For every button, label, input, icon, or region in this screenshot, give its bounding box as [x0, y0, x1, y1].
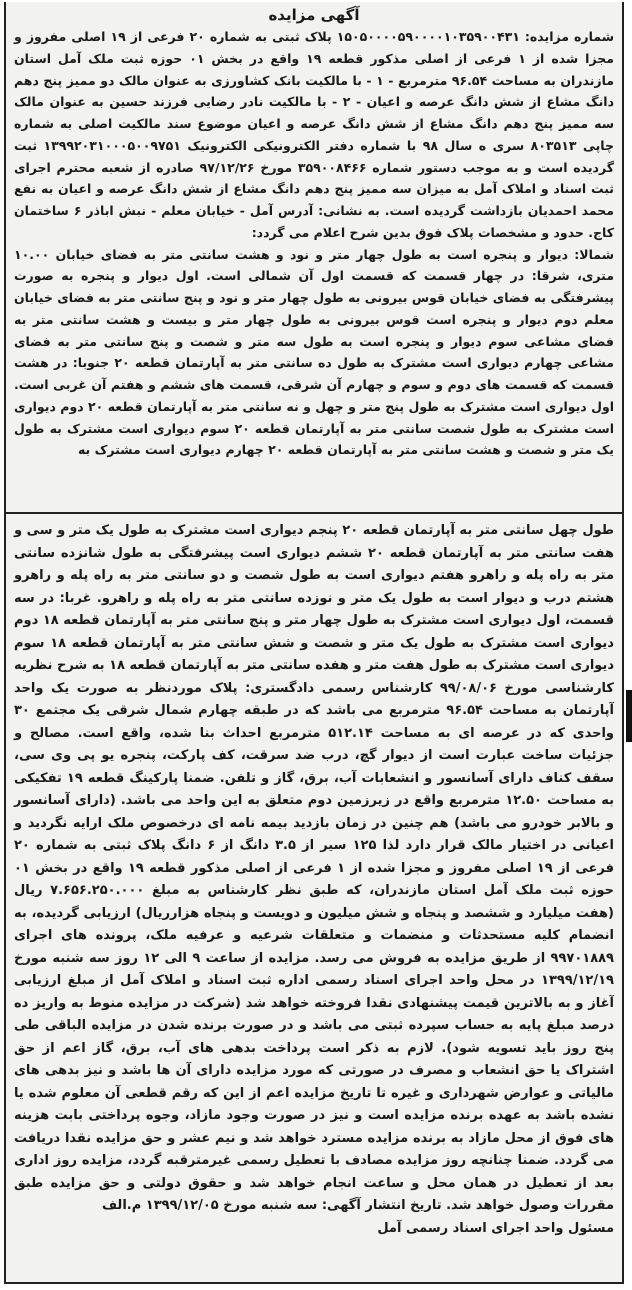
auction-notice	[4, 2, 624, 1284]
notice-borders-paragraph: شمالا: دیوار و پنجره است به طول چهار متر و نود و هشت سانتی متر به فضای خیابان ۱۰.۰۰ متری، شرقا: در چهار قسمت که قسمت اول آن شمالی است. اول دیوار و پنجره به صورت پیشرفتگی به فضای خیابان قوس بیرونی به طول چهار متر و نود و پنج سانتی متر به فضای خیابان معلم دوم دیوار و پنجره است قوس بیرونی به طول چهار متر و بیست و هشت سانتی متر به فضای مشاعی سوم دیوار و پنجره است به طول سه متر و شصت و پنج سانتی متر به فضای مشاعی چهارم دیواری است مشترک به طول ده سانتی متر به آپارتمان قطعه ۲۰ جنوبا: در هشت قسمت که قسمت های دوم و سوم و چهارم آن شرقی، قسمت های ششم و هفتم آن غربی است. اول دیواری است مشترک به طول پنج متر و چهل و نه سانتی متر به آپارتمان قطعه ۲۰ دوم دیواری است مشترک به طول شصت سانتی متر به آپارتمان قطعه ۲۰ سوم دیواری است مشترک به طول یک متر و شصت و هشت سانتی متر به آپارتمان قطعه ۲۰ چهارم دیواری است مشترک به	[14, 246, 614, 458]
notice-bottom-column	[6, 512, 622, 1282]
notice-details-paragraph: طول چهل سانتی متر به آپارتمان قطعه ۲۰ پنجم دیواری است مشترک به طول یک متر و سی و هفت سانتی متر به آپارتمان قطعه ۲۰ ششم دیواری است پیشرفتگی به طول شانزده سانتی متر به راه پله و راهرو هفتم دیواری است به طول شصت و دو سانتی متر به راه پله و راهرو هشتم درب و دیوار است به طول یک متر و نوزده سانتی متر به راه پله و راهرو. غربا: در سه قسمت، اول دیواری است مشترک به طول چهار متر و پنج سانتی متر به آپارتمان قطعه ۱۸ دوم دیواری است مشترک به طول یک متر و شصت و شش سانتی متر به آپارتمان قطعه ۱۸ سوم دیواری است مشترک به طول هفت متر و هفده سانتی متر به آپارتمان قطعه ۱۸ به شرح نظریه کارشناسی مورخ ۹۹/۰۸/۰۶ کارشناس رسمی دادگستری: پلاک موردنظر به صورت یک واحد آپارتمان به مساحت ۹۶.۵۴ مترمربع می باشد که در طبقه چهارم شمال شرقی یک مجتمع ۳۰ واحدی که در عرصه ای به مساحت ۵۱۲.۱۴ مترمربع احداث بنا شده، واقع است. مصالح و جزئیات ساخت عبارت است از دیوار گچ، درب ضد سرقت، کف پارکت، پنجره یو پی وی سی، سقف کناف دارای آسانسور و انشعابات آب، برق، گاز و تلفن. ضمنا پارکینگ قطعه ۱۹ تفکیکی به مساحت ۱۲.۵۰ مترمربع واقع در زیرزمین دوم متعلق به این واحد می باشد. (دارای آسانسور و بالابر خودرو می باشد) هم چنین در زمان بازدید بیمه نامه ای درخصوص ملک ارایه نگردید و اعیانی در اختیار مالک قرار دارد لذا ۱۲۵ سیر از ۳.۵ دانگ از ۶ دانگ پلاک ثبتی به شماره ۲۰ فرعی از ۱۹ اصلی مفروز و مجزا شده از ۱ فرعی از اصلی مذکور قطعه ۱۹ واقع در بخش ۰۱ حوزه ثبت ملک آمل استان مازندران، که طبق نظر کارشناس به مبلغ ۷.۶۵۶.۲۵۰.۰۰۰ ریال (هفت میلیارد و ششصد و پنجاه و شش میلیون و دویست و پنجاه هزارریال) ارزیابی گردیده، به انضمام کلیه مستحدثات و منضمات و متعلقات شرعیه و عرفیه ملک، پرونده های اجرای ۹۹۷۰۱۸۸۹ از طریق مزایده به فروش می رسد. مزایده از ساعت ۹ الی ۱۲ روز سه شنبه مورخ ۱۳۹۹/۱۲/۱۹ در محل واحد اجرای اسناد رسمی اداره ثبت اسناد و املاک آمل از مبلغ ارزیابی آغاز و به بالاترین قیمت پیشنهادی نقدا فروخته خواهد شد (شرکت در مزایده منوط به واریز ده درصد مبلغ پایه به حساب سپرده ثبتی می باشد و در صورت برنده شدن در مزایده الباقی طی پنج روز باید تسویه شود). لازم به ذکر است پرداخت بدهی های آب، برق، گاز اعم از حق اشتراک یا حق انشعاب و مصرف در صورتی که مورد مزایده دارای آن ها باشد و نیز بدهی های مالیاتی و عوارض شهرداری و غیره تا تاریخ مزایده اعم از این که رقم قطعی آن معلوم شده یا نشده باشد به عهده برنده مزایده است و نیز در صورت وجود مازاد، وجوه پرداختی بابت هزینه های فوق از محل مازاد به برنده مزایده مسترد خواهد شد و نیم عشر و حق مزایده نقدا دریافت می گردد. ضمنا چنانچه روز مزایده مصادف با تعطیل رسمی غیرمترقبه گردد، مزایده روز اداری بعد از تعطیل در همان محل و ساعت انجام خواهد شد و حقوق دولتی و حق مزایده طبق مقررات وصول خواهد شد. تاریخ انتشار آگهی: سه شنبه مورخ ۱۳۹۹/۱۲/۰۵ م.الف	[14, 523, 615, 1213]
notice-intro-paragraph: شماره مزایده: ۱۵۰۵۰۰۰۰۵۹۰۰۰۰۱۰۳۵۹۰۰۴۳۱ پلاک ثبتی به شماره ۲۰ فرعی از ۱۹ اصلی مفروز و مجزا شده از ۱ فرعی از اصلی مذکور قطعه ۱۹ واقع در بخش ۰۱ حوزه ثبت ملک آمل استان مازندران به مساحت ۹۶.۵۴ مترمربع - ۱ - با مالکیت بانک کشاورزی به عنوان مالک دو ممیز پنج دهم دانگ مشاع از شش دانگ عرصه و اعیان - ۲ - با مالکیت نادر رضایی فرزند حسین به عنوان مالک سه ممیز پنج دهم دانگ مشاع از شش دانگ عرصه و اعیان موضوع سند مالکیت اصلی به شماره چاپی ۸۰۳۵۱۳ سری ه سال ۹۸ با شماره دفتر الکترونیکی الکترونیک ۱۳۹۹۲۰۳۱۰۰۰۵۰۰۹۷۵۱ ثبت گردیده است و به موجب دستور شماره ۳۵۹۰۰۸۴۶۶ مورخ ۹۷/۱۲/۲۶ صادره از شعبه محترم اجرای ثبت اسناد و املاک آمل به میزان سه ممیز پنج دهم دانگ مشاع از شش دانگ عرصه و اعیان به نفع محمد احمدیان بازداشت گردیده است. به نشانی: آدرس آمل - خیابان معلم - نبش اباذر ۶ ساختمان کاج. حدود و مشخصات پلاک فوق بدین شرح اعلام می گردد:	[14, 29, 615, 240]
notice-top-column	[6, 2, 622, 508]
notice-title: آگهی مزایده	[268, 6, 360, 24]
page-edge-mark	[626, 690, 632, 742]
notice-signature: مسئول واحد اجرای اسناد رسمی آمل	[377, 1220, 614, 1236]
